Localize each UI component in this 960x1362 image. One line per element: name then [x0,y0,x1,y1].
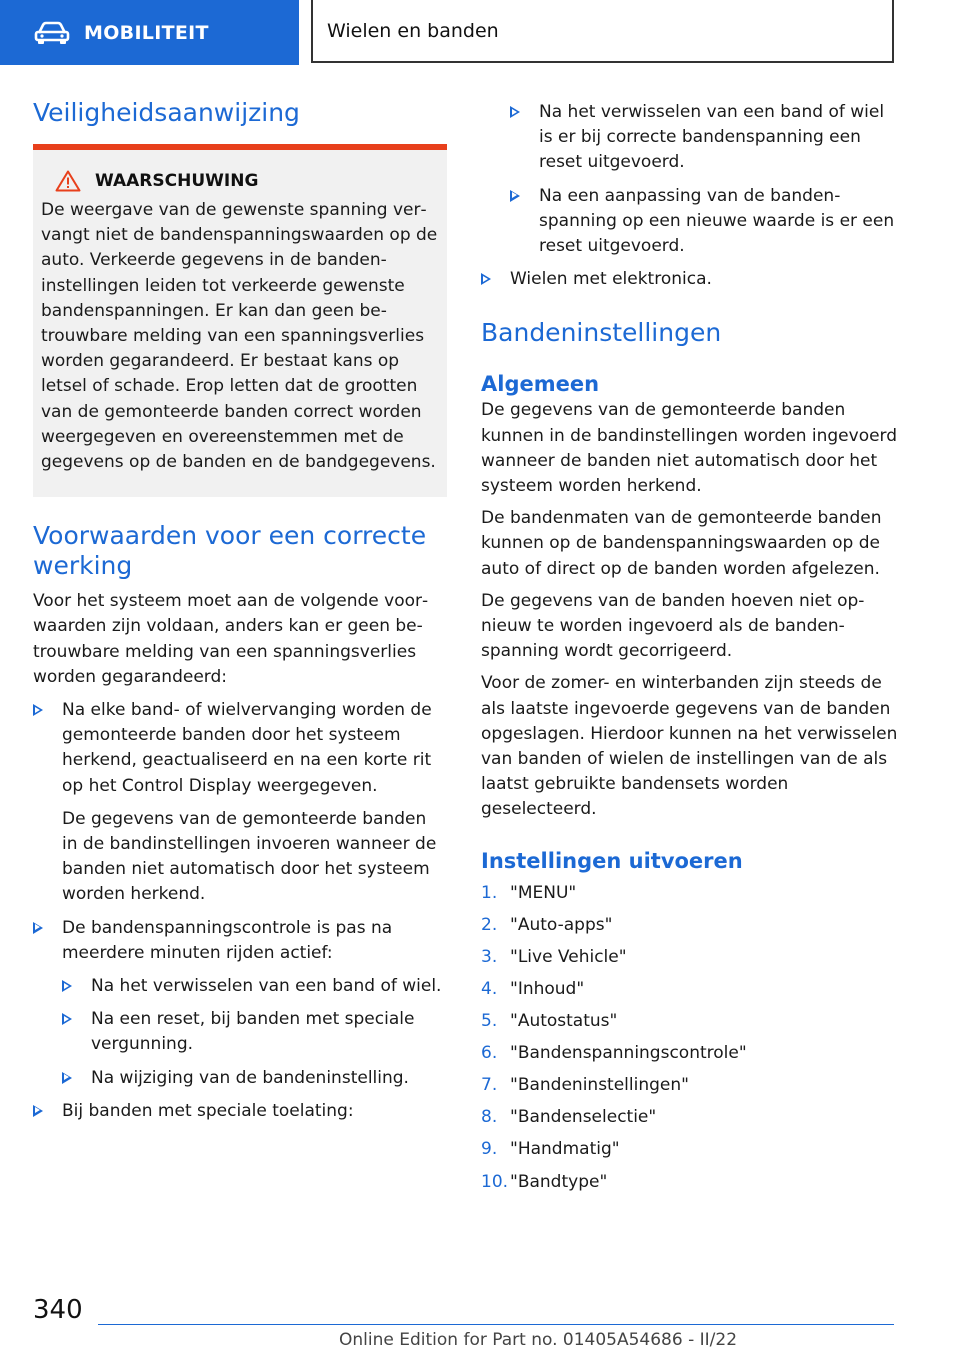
step-item [481,1105,901,1130]
step-number: 4. [481,978,498,999]
step-item [481,945,901,970]
edition-note: Online Edition for Part no. 01405A54686 - II/22 [339,1330,738,1350]
left-column [33,98,447,1124]
warning-label: WAARSCHUWING [95,171,259,191]
bullet-triangle-icon [33,922,43,934]
step-item [481,913,901,938]
step-item [481,977,901,1002]
bullet-triangle-icon [481,273,491,285]
step-text: "Bandeninstellingen" [510,1075,689,1096]
list-item-text: Na het verwisselen van een band of wiel is er bij correcte bandenspanning een reset uitgevoerd. [539,102,885,173]
chapter-header [311,0,894,63]
step-item [481,1170,901,1195]
list-item-text: De bandenspanningscontrole is pas na meerdere minuten rijden actief: [62,917,393,963]
steps-heading: Instellingen uitvoeren [481,848,743,873]
list-item-text: Na een aanpassing van de bandenspanning op een nieuwe waarde is er een reset uitgevoerd. [539,185,895,257]
step-text: "MENU" [510,882,577,903]
list-item [33,698,447,908]
step-text: "Autostatus" [510,1011,618,1032]
list-item [481,267,901,292]
right-column [481,100,901,1202]
page-number: 340 [33,1295,83,1325]
step-number: 2. [481,914,498,935]
step-number: 8. [481,1107,498,1128]
step-item [481,881,901,906]
step-text: "Bandtype" [510,1171,608,1192]
list-item-text: Bij banden met speciale toelating: [62,1100,354,1121]
list-item-text: Wielen met elektronica. [510,269,712,290]
paragraph: De gegevens van de banden hoeven niet opnieuw te worden ingevoerd als de bandenspanning wordt gecorrigeerd. [481,590,865,662]
list-item [510,100,901,176]
list-item-text: Na een reset, bij banden met speciale vergunning. [91,1009,415,1055]
sub-list [481,100,901,259]
step-item [481,1073,901,1098]
step-item [481,1137,901,1162]
list-item [62,1007,447,1057]
conditions-list-cont [481,267,901,292]
warning-header [55,170,439,192]
paragraph: De bandenmaten van de gemonteerde banden kunnen op de bandenspanningswaarden op de auto of direct op de banden worden afgelezen. [481,508,882,579]
list-item-note: De gegevens van de gemonteerde banden in de bandinstellingen invoeren wanneer de banden niet automatisch door het systeem worden herkend. [62,808,437,905]
step-number: 5. [481,1011,498,1032]
step-item [481,1041,901,1066]
chapter-title: Wielen en banden [327,19,499,42]
car-icon [34,21,70,45]
bullet-triangle-icon [62,1072,72,1084]
section-header [0,0,299,65]
step-number: 1. [481,882,498,903]
bullet-triangle-icon [62,980,72,992]
settings-heading: Bandeninstellingen [481,318,722,348]
list-item-text: Na wijziging van de bandeninstelling. [91,1067,409,1088]
list-item [62,1066,447,1091]
step-number: 9. [481,1139,498,1160]
warning-text: De weergave van de gewenste spanning vervangt niet de bandenspanningswaarden op de auto. Verkeerde gegevens in de bandeninstellingen leiden tot verkeerde gewenste bandenspanningen. Er kan dan geen betrouwbare melding van een spanningsverlies worden gegarandeerd. Er bestaat kans op letsel of schade. Erop letten dat de grootten van de gemonteerde banden correct worden weergegeven en overeenstemmen met de gegevens op de banden en de bandgegevens. [41,200,438,473]
step-number: 10. [481,1171,509,1192]
paragraph: De gegevens van de gemonteerde banden kunnen in de bandinstellingen worden ingevoerd wanneer de banden niet automatisch door het systeem worden herkend. [481,400,898,497]
section-title: MOBILITEIT [84,21,209,44]
bullet-triangle-icon [33,1105,43,1117]
general-heading: Algemeen [481,372,600,397]
warning-triangle-icon [55,170,81,192]
step-text: "Handmatig" [510,1139,620,1160]
steps-list [481,881,901,1195]
step-item [481,1009,901,1034]
list-item-text: Na elke band- of wielvervanging worden de gemonteerde banden door het systeem herkend, geactualiseerd en na een korte rit op het Control Display weergegeven. [62,700,432,796]
bullet-triangle-icon [62,1013,72,1025]
warning-box [33,144,447,497]
conditions-list [33,698,447,1124]
list-item [33,1099,447,1124]
list-item [33,916,447,1091]
step-text: "Bandenspanningscontrole" [510,1043,747,1064]
footer-divider [98,1324,894,1325]
paragraph: Voor de zomer- en winterbanden zijn steeds de als laatste ingevoerde gegevens van de banden opgeslagen. Hierdoor kunnen na het verwisselen van banden of wielen de instellingen van de als laatst gebruikte bandensets worden geselecteerd. [481,673,898,820]
step-number: 7. [481,1075,498,1096]
list-item-text: Na het verwisselen van een band of wiel. [91,976,442,997]
list-item [62,974,447,999]
step-text: "Live Vehicle" [510,946,627,967]
bullet-triangle-icon [510,106,520,118]
conditions-heading: Voorwaarden voor een correcte werking [33,521,427,581]
safety-heading: Veiligheidsaanwijzing [33,98,300,127]
step-number: 6. [481,1043,498,1064]
bullet-triangle-icon [510,190,520,202]
step-text: "Bandenselectie" [510,1107,657,1128]
step-text: "Auto-apps" [510,914,613,935]
conditions-intro: Voor het systeem moet aan de volgende voorwaarden zijn voldaan, anders kan er geen betrouwbare melding van een spanningsverlies worden gegarandeerd: [33,591,429,687]
step-number: 3. [481,946,498,967]
step-text: "Inhoud" [510,978,585,999]
bullet-triangle-icon [33,704,43,716]
list-item [510,184,901,260]
sub-list [62,974,447,1091]
